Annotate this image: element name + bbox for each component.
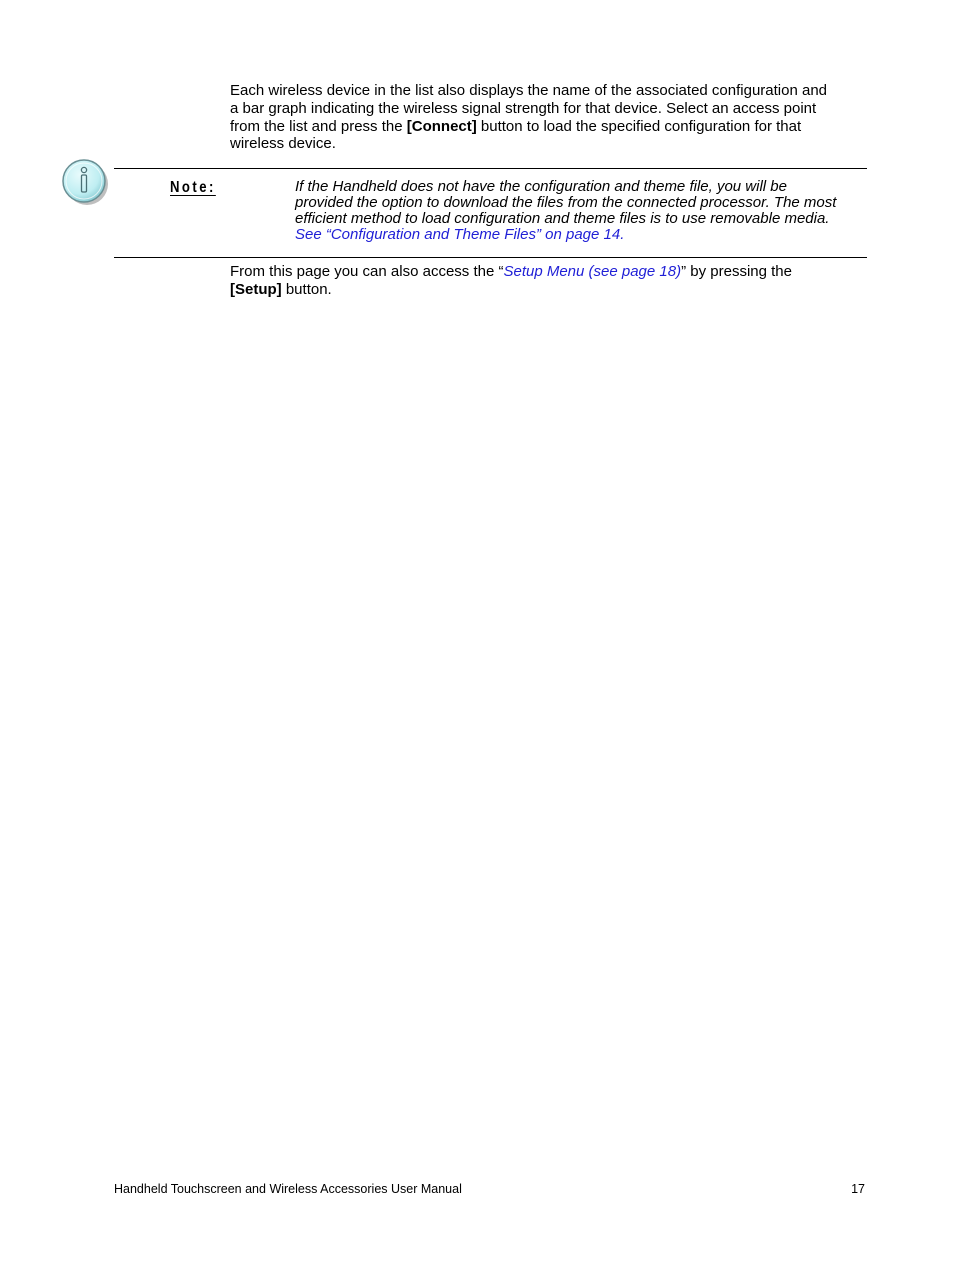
- para2-pre: From this page you can also access the “: [230, 263, 504, 280]
- note-text: [295, 179, 870, 243]
- setup-button-reference: [Setup]: [230, 280, 282, 298]
- footer-page-number: 17: [851, 1182, 865, 1196]
- note-line3: efficient method to load configuration and theme files is to use removable media.: [295, 210, 830, 227]
- body-paragraph-connect: [230, 82, 870, 153]
- info-icon: [60, 157, 110, 207]
- setup-menu-link[interactable]: Setup Menu (see page 18): [503, 263, 682, 280]
- footer-manual-title: Handheld Touchscreen and Wireless Accessories User Manual: [114, 1182, 462, 1196]
- config-theme-files-link[interactable]: See “Configuration and Theme Files” on page 14.: [295, 226, 625, 243]
- body-paragraph-setup: [230, 263, 870, 299]
- para2-end: button.: [281, 280, 332, 298]
- connect-button-reference: [Connect]: [406, 117, 477, 135]
- note-line1: If the Handheld does not have the configuration and theme file, you will be: [295, 178, 787, 195]
- para2-post: ” by pressing the: [681, 263, 792, 280]
- note-bottom-divider: [114, 257, 867, 258]
- note-label: Note:: [170, 179, 216, 196]
- para1-line3-pre: from the list and press the: [230, 117, 407, 135]
- para1-line3-post: button to load the specified configuration for that: [476, 117, 802, 135]
- para1-line4: wireless device.: [230, 135, 336, 153]
- para1-line2: a bar graph indicating the wireless signal strength for that device. Select an access point: [230, 99, 817, 117]
- note-line2: provided the option to download the files from the connected processor. The most: [295, 194, 837, 211]
- para1-line1: Each wireless device in the list also displays the name of the associated configuration and: [230, 82, 828, 99]
- note-top-divider: [114, 168, 867, 169]
